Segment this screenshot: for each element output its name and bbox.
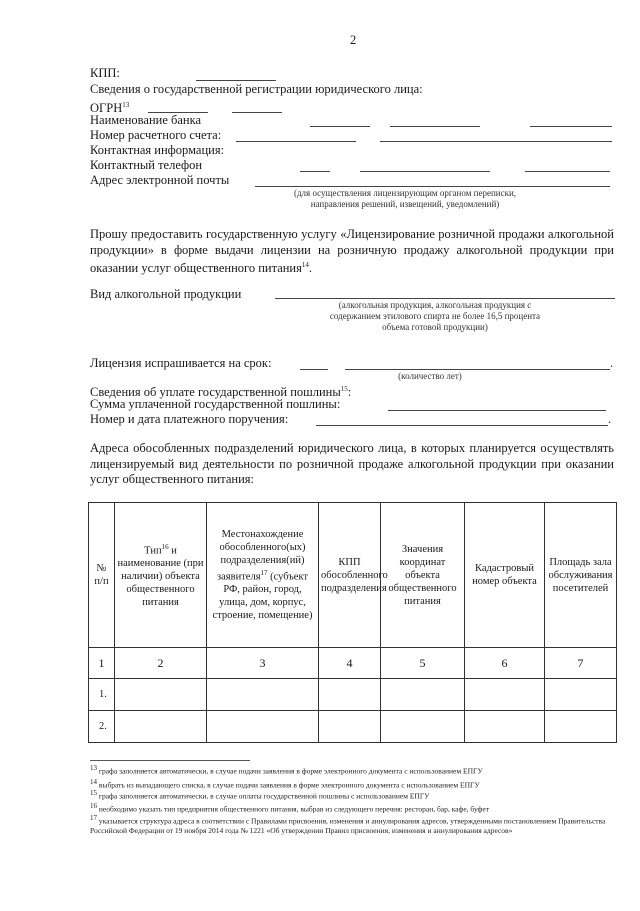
account-line-2 <box>380 141 612 142</box>
footnote-14: $^{14}$ выбрать из выпадающего списка, в случае подачи заявления в форме электронного документа с использованием ЕПГУ <box>90 778 480 790</box>
table-row <box>89 711 617 743</box>
email-caption-1: (для осуществления лицензирующим органом переписки, <box>293 188 517 198</box>
kpp-line <box>196 80 276 81</box>
footnote-13: $^{13}$ графа заполняется автоматически, в случае подачи заявления в форме электронного документа с использованием ЕПГУ <box>90 764 483 776</box>
table-cell[interactable] <box>465 679 545 711</box>
header-kpp: КПП обособленного подразделения <box>319 503 381 648</box>
account-number-label: Номер расчетного счета: <box>90 128 222 142</box>
header-coordinates: Значения координат объекта общественного питания <box>381 503 465 648</box>
header-location: Местонахождение обособленного(ых) подразделения(ий) заявителя$^{17}$ (субъект РФ, район, город, улица, дом, корпус, строение, помещение) <box>207 503 319 648</box>
bank-name-line-3 <box>530 126 612 127</box>
fee-label: Сведения об уплате государственной пошлины$^{15}$: <box>90 385 352 400</box>
payment-period: . <box>608 412 612 426</box>
col-number: 3 <box>207 648 319 679</box>
table-header-row <box>89 503 617 648</box>
col-number: 4 <box>319 648 381 679</box>
table-cell[interactable] <box>381 711 465 743</box>
bank-name-label: Наименование банка <box>90 113 202 127</box>
addresses-intro: Адреса обособленных подразделений юридического лица, в которых планируется осуществлять лицензируемый вид деятельности по розничной продаже алкогольной продукции при оказании услуг общественного питания: <box>90 441 614 486</box>
term-caption: (количество лет) <box>398 371 462 381</box>
row-index: 2. <box>89 711 115 743</box>
payment-order-label: Номер и дата платежного поручения: <box>90 412 289 426</box>
state-registration-label: Сведения о государственной регистрации юридического лица: <box>90 82 423 96</box>
footnote-separator <box>90 760 250 761</box>
phone-line <box>300 171 330 172</box>
bank-name-line-2 <box>390 126 480 127</box>
license-term-label: Лицензия испрашивается на срок: <box>90 356 272 370</box>
footnote-17: $^{17}$ указывается структура адреса в соответствии с Правилами присвоения, изменения и аннулирования адресов, утвержденными постановлением Правительства Российской Федерации от 19 ноября 2014 года № 1221 «Об утверждении Правил присвоения, изменения и аннулирования адресов» <box>90 814 606 835</box>
contacts-label: Контактная информация: <box>90 143 225 157</box>
header-cadastral: Кадастровый номер объекта <box>465 503 545 648</box>
row-index: 1. <box>89 679 115 711</box>
table-cell[interactable] <box>207 679 319 711</box>
table-row <box>89 679 617 711</box>
bank-name-line <box>310 126 370 127</box>
table-cell[interactable] <box>207 711 319 743</box>
request-paragraph: Прошу предоставить государственную услугу «Лицензирование розничной продажи алкогольной продукции» в форме выдачи лицензии на розничную продажу алкогольной продукции при оказании услуг общественного питания$^{14}$. <box>90 227 614 276</box>
col-number: 7 <box>545 648 617 679</box>
term-period: . <box>610 356 614 370</box>
product-caption-2: содержанием этилового спирта не более 16,5 процента <box>329 311 541 321</box>
footnote-15: $^{15}$ графа заполняется автоматически, в случае оплаты государственной пошлины с использованием ЕПГУ <box>90 789 430 801</box>
phone-line-2 <box>360 171 490 172</box>
header-area: Площадь зала обслуживания посетителей <box>545 503 617 648</box>
table-cell[interactable] <box>545 711 617 743</box>
ogrn-line-2 <box>232 112 282 113</box>
table-cell[interactable] <box>381 679 465 711</box>
table-cell[interactable] <box>115 679 207 711</box>
table-cell[interactable] <box>115 711 207 743</box>
term-line-2 <box>345 369 610 370</box>
footnote-16: $^{16}$ необходимо указать тип предприятия общественного питания, выбрав из следующего перечня: ресторан, бар, кафе, буфет <box>90 802 489 814</box>
table-cell[interactable] <box>545 679 617 711</box>
fee-amount-label: Сумма уплаченной государственной пошлины: <box>90 397 341 411</box>
email-line <box>255 186 610 187</box>
page-number: 2 <box>350 33 357 47</box>
col-number: 2 <box>115 648 207 679</box>
product-caption-1: (алкогольная продукция, алкогольная продукция с <box>338 300 532 310</box>
ogrn-label: ОГРН$^{13}$ <box>90 101 130 116</box>
phone-line-3 <box>525 171 610 172</box>
product-caption-3: объема готовой продукции) <box>382 322 488 332</box>
phone-label: Контактный телефон <box>90 158 203 172</box>
col-number: 6 <box>465 648 545 679</box>
term-line <box>300 369 328 370</box>
table-cell[interactable] <box>465 711 545 743</box>
payment-order-line <box>316 425 608 426</box>
email-label: Адрес электронной почты <box>90 173 230 187</box>
fee-amount-line <box>388 410 606 411</box>
header-number: № п/п <box>89 503 115 648</box>
email-caption-2: направления решений, извещений, уведомлений) <box>310 199 500 209</box>
header-type: Тип$^{16}$ и наименование (при наличии) объекта общественного питания <box>115 503 207 648</box>
table-number-row <box>89 648 617 679</box>
account-line <box>236 141 356 142</box>
col-number: 5 <box>381 648 465 679</box>
table-cell[interactable] <box>319 711 381 743</box>
subdivisions-table <box>88 502 617 743</box>
kpp-label: КПП: <box>90 66 120 80</box>
col-number: 1 <box>89 648 115 679</box>
product-type-label: Вид алкогольной продукции <box>90 287 242 301</box>
table-cell[interactable] <box>319 679 381 711</box>
product-type-line <box>275 298 615 299</box>
